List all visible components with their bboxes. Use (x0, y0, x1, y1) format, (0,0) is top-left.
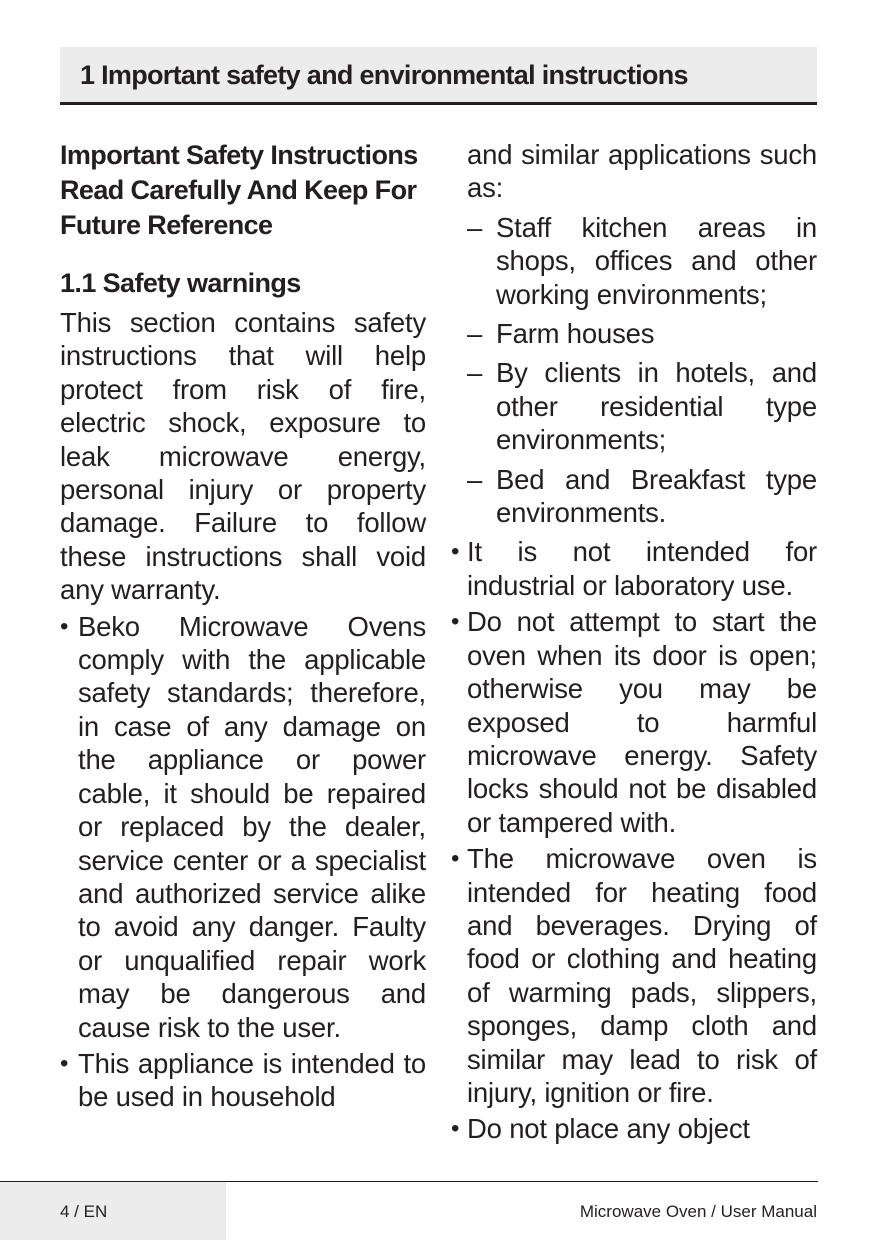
dash-item-text: By clients in hotels, and other residential type environments; (496, 357, 817, 456)
bullet-text: Do not attempt to start the oven when its door is open; otherwise you may be exposed to harmful microwave energy. Safety locks should not be disabled or tampered with. (467, 606, 817, 838)
dash-list (467, 211, 817, 530)
right-column (451, 138, 817, 1149)
dash-icon: – (467, 357, 483, 389)
list-item (451, 1112, 817, 1145)
list-item (467, 211, 817, 311)
dash-icon: – (467, 211, 483, 243)
continuation-paragraph: and similar applications such as: (467, 139, 817, 204)
right-bullet-list (451, 535, 817, 1145)
chapter-header-bar (60, 47, 817, 105)
bullet-text: This appliance is intended to be used in household (78, 1047, 426, 1113)
dash-item-text: Staff kitchen areas in shops, offices and other working environments; (496, 211, 817, 310)
list-item (451, 605, 817, 839)
bullet-icon: • (451, 538, 460, 566)
dash-icon: – (467, 463, 483, 495)
bullet-text: The microwave oven is intended for heating food and beverages. Drying of food or clothing and heating of warming pads, slippers, sponges, damp cloth and similar may lead to risk of injury, ignition or fire. (467, 843, 817, 1108)
left-column (60, 138, 426, 1117)
manual-title: Microwave Oven / User Manual (579, 1202, 817, 1221)
list-item (451, 535, 817, 602)
bullet-icon: • (451, 1115, 460, 1143)
left-bullet-list (60, 610, 426, 1114)
bullet-text: It is not intended for industrial or laboratory use. (467, 536, 817, 601)
section-heading: 1.1 Safety warnings (60, 268, 301, 298)
bullet-icon: • (451, 845, 460, 873)
lead-heading-line-2: Read Carefully And Keep For (60, 175, 417, 205)
dash-icon: – (467, 318, 483, 350)
list-item (467, 317, 817, 350)
lead-heading (60, 138, 426, 243)
dash-item-text: Farm houses (496, 318, 655, 350)
list-item (451, 842, 817, 1109)
page-number: 4 / EN (60, 1202, 108, 1221)
bullet-text: Do not place any object (467, 1113, 750, 1145)
bullet-icon: • (451, 608, 460, 636)
dash-item-text: Bed and Breakfast type environments. (496, 463, 817, 529)
list-item (60, 1047, 426, 1114)
bullet-icon: • (60, 1049, 69, 1077)
footer-page-tab (0, 1182, 226, 1240)
list-item (467, 356, 817, 456)
list-item (467, 463, 817, 530)
bullet-text: Beko Microwave Ovens comply with the applicable safety standards; therefore, in case of any damage on the appliance or power cable, it should be repaired or replaced by the dealer, service center or a specialist and authorized service alike to avoid any danger. Faulty or unqualified repair work may be dangerous and cause risk to the user. (78, 610, 426, 1043)
lead-heading-line-1: Important Safety Instructions (60, 140, 418, 170)
lead-heading-line-3: Future Reference (60, 210, 273, 240)
bullet-icon: • (60, 612, 69, 640)
chapter-title: 1 Important safety and environmental instructions (80, 60, 688, 90)
intro-paragraph: This section contains safety instructions that will help protect from risk of fire, electric shock, exposure to leak microwave energy, personal injury or property damage. Failure to follow these instructions shall void any warranty. (60, 307, 426, 606)
list-item (60, 610, 426, 1044)
